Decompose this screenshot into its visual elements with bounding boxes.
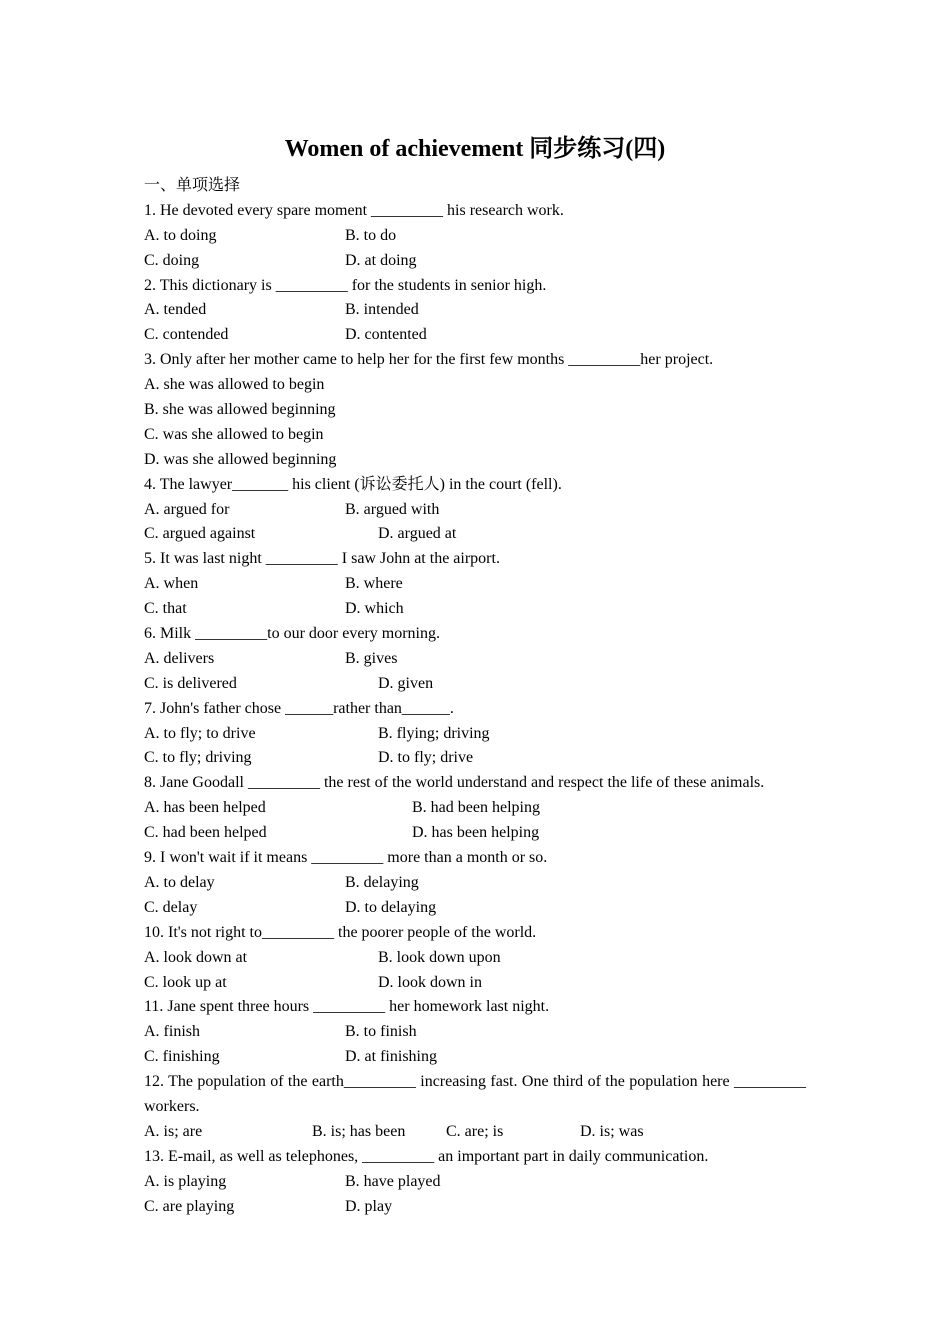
option-d: D. at doing (345, 251, 417, 269)
option-d: D. to fly; drive (378, 749, 474, 767)
page-title: Women of achievement 同步练习(四) (284, 136, 666, 162)
option-b: B. had been helping (412, 799, 540, 817)
question-9-options-row-2 (144, 896, 806, 921)
question-11-options-row-1 (144, 1020, 806, 1045)
option-d: D. is; was (580, 1122, 644, 1140)
question-7-options-row-1 (144, 722, 806, 747)
question-10-options-row-1 (144, 946, 806, 971)
question-4-options-row-2 (144, 522, 806, 547)
question-1-stem: 1. He devoted every spare moment _________ his research work. (144, 201, 564, 219)
question-13-stem: 13. E-mail, as well as telephones, _________ an important part in daily communication. (144, 1147, 709, 1165)
option-d: D. look down in (378, 973, 482, 991)
question-7-options-row-2 (144, 746, 806, 771)
option-d: D. to delaying (345, 898, 437, 916)
exercise-content (144, 174, 806, 1219)
option-c: C. are; is (446, 1122, 504, 1140)
option-b: B. flying; driving (378, 724, 490, 742)
question-1-options-row-2 (144, 249, 806, 274)
question-2-options-row-1 (144, 298, 806, 323)
option-b: B. look down upon (378, 948, 501, 966)
question-1-options-row-1 (144, 224, 806, 249)
option-c: C. are playing (144, 1197, 235, 1215)
option-b: B. gives (345, 649, 398, 667)
option-c: C. had been helped (144, 824, 267, 842)
option-c: C. is delivered (144, 674, 237, 692)
question-5-options-row-1 (144, 572, 806, 597)
option-d: D. given (378, 674, 434, 692)
question-9-options-row-1 (144, 871, 806, 896)
option-a: A. finish (144, 1023, 200, 1041)
option-c: C. finishing (144, 1048, 220, 1066)
option-a: A. delivers (144, 649, 215, 667)
option-c: C. argued against (144, 525, 256, 543)
option-d: D. contented (345, 326, 427, 344)
option-a: A. she was allowed to begin (144, 376, 325, 394)
question-4-stem: 4. The lawyer_______ his client (诉讼委托人) in the court (fell). (144, 475, 562, 493)
question-2-stem: 2. This dictionary is _________ for the students in senior high. (144, 276, 547, 294)
option-a: A. has been helped (144, 799, 266, 817)
option-a: A. to delay (144, 873, 215, 891)
question-6-stem: 6. Milk _________to our door every morning. (144, 625, 440, 643)
question-5-options-row-2 (144, 597, 806, 622)
question-11-options-row-2 (144, 1045, 806, 1070)
question-10-stem: 10. It's not right to_________ the poorer people of the world. (144, 923, 537, 941)
option-b: B. where (345, 575, 403, 593)
option-a: A. is playing (144, 1172, 227, 1190)
option-c: C. doing (144, 251, 200, 269)
question-4-options-row-1 (144, 498, 806, 523)
option-b: B. to do (345, 226, 397, 244)
question-7-stem: 7. John's father chose ______rather than______. (144, 699, 454, 717)
option-d: D. was she allowed beginning (144, 450, 337, 468)
option-b: B. is; has been (312, 1122, 406, 1140)
option-d: D. argued at (378, 525, 457, 543)
option-a: A. argued for (144, 500, 230, 518)
question-9-stem: 9. I won't wait if it means _________ more than a month or so. (144, 849, 548, 867)
option-c: C. contended (144, 326, 229, 344)
question-8-stem: 8. Jane Goodall _________ the rest of the world understand and respect the life of these animals. (144, 774, 765, 792)
question-12-stem: 12. The population of the earth_________ increasing fast. One third of the population here _________ workers. (144, 1073, 806, 1115)
question-11-stem: 11. Jane spent three hours _________ her homework last night. (144, 998, 550, 1016)
option-c: C. delay (144, 898, 198, 916)
option-b: B. to finish (345, 1023, 417, 1041)
option-d: D. has been helping (412, 824, 540, 842)
option-b: B. delaying (345, 873, 419, 891)
option-c: C. that (144, 600, 187, 618)
question-12-options-row (144, 1120, 806, 1145)
option-b: B. intended (345, 301, 419, 319)
question-6-options-row-2 (144, 672, 806, 697)
option-d: D. which (345, 600, 404, 618)
option-d: D. play (345, 1197, 393, 1215)
question-13-options-row-2 (144, 1195, 806, 1220)
option-a: A. look down at (144, 948, 248, 966)
option-b: B. have played (345, 1172, 441, 1190)
section-heading: 一、单项选择 (144, 177, 241, 194)
question-8-options-row-1 (144, 796, 806, 821)
question-10-options-row-2 (144, 971, 806, 996)
option-a: A. to fly; to drive (144, 724, 256, 742)
option-c: C. look up at (144, 973, 227, 991)
option-a: A. tended (144, 301, 207, 319)
option-b: B. she was allowed beginning (144, 401, 336, 419)
option-b: B. argued with (345, 500, 440, 518)
option-d: D. at finishing (345, 1048, 437, 1066)
option-c: C. was she allowed to begin (144, 425, 324, 443)
question-13-options-row-1 (144, 1170, 806, 1195)
question-3-stem: 3. Only after her mother came to help her for the first few months _________her project. (144, 351, 714, 369)
question-8-options-row-2 (144, 821, 806, 846)
option-c: C. to fly; driving (144, 749, 252, 767)
question-5-stem: 5. It was last night _________ I saw John at the airport. (144, 550, 500, 568)
question-6-options-row-1 (144, 647, 806, 672)
option-a: A. to doing (144, 226, 217, 244)
question-2-options-row-2 (144, 323, 806, 348)
option-a: A. is; are (144, 1122, 203, 1140)
option-a: A. when (144, 575, 199, 593)
